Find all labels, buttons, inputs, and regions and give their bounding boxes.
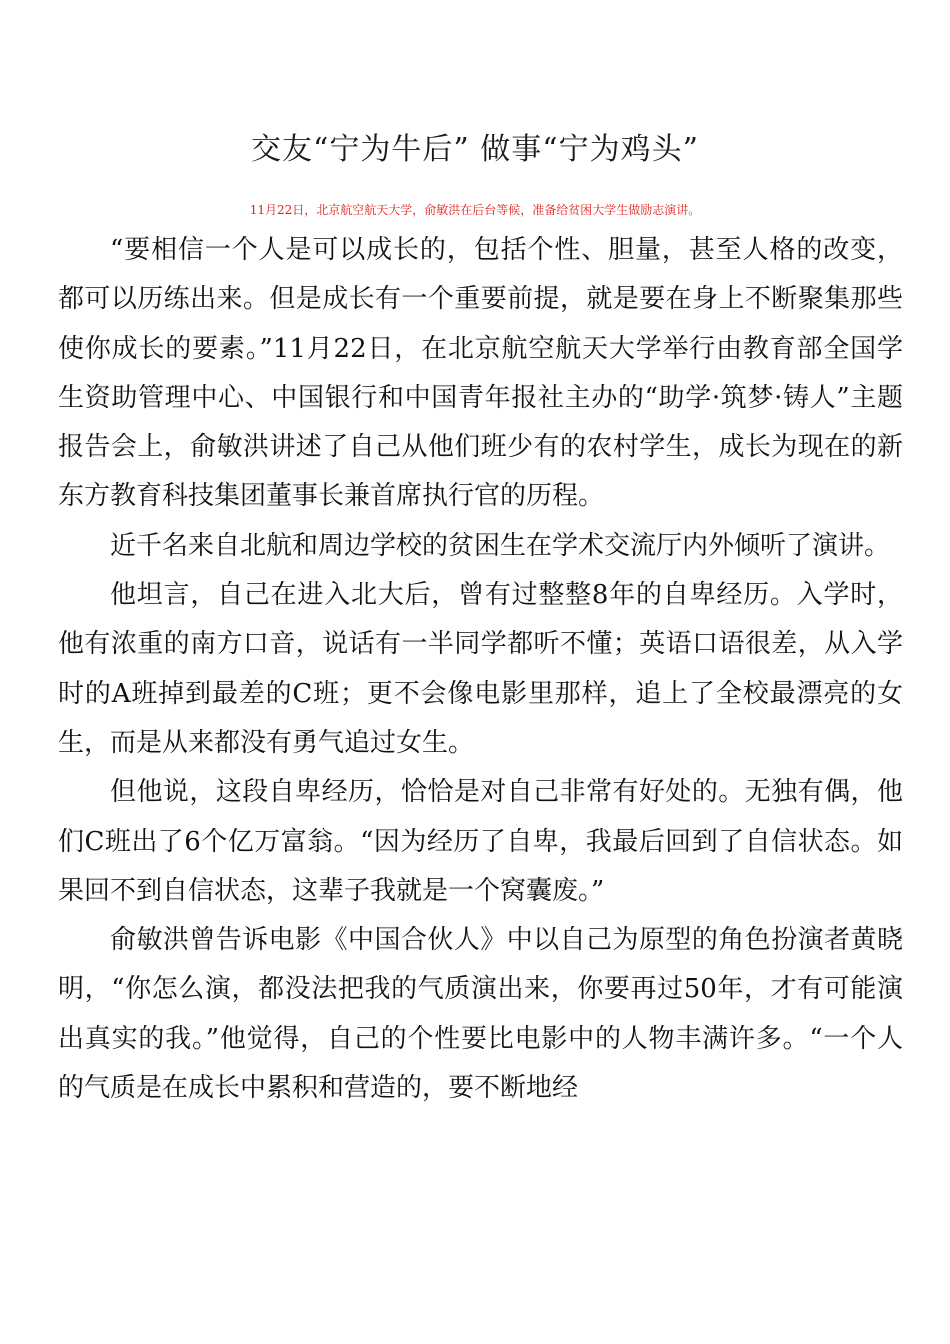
paragraph: 但他说，这段自卑经历，恰恰是对自己非常有好处的。无独有偶，他们C班出了6个亿万富翁。“因为经历了自卑，我最后回到了自信状态。如果回不到自信状态，这辈子我就是一个窝囊废。” <box>58 777 903 906</box>
paragraph: 他坦言，自己在进入北大后，曾有过整整8年的自卑经历。入学时，他有浓重的南方口音，说话有一半同学都听不懂；英语口语很差，从入学时的A班掉到最差的C班；更不会像电影里那样，追上了全校最漂亮的女生，而是从来都没有勇气追过女生。 <box>58 580 903 758</box>
article-body <box>58 226 903 1113</box>
paragraph: 近千名来自北航和周边学校的贫困生在学术交流厅内外倾听了演讲。 <box>110 530 891 561</box>
paragraph: “要相信一个人是可以成长的，包括个性、胆量，甚至人格的改变，都可以历练出来。但是成长有一个重要前提，就是要在身上不断聚集那些使你成长的要素。”11月22日，在北京航空航天大学举行由教育部全国学生资助管理中心、中国银行和中国青年报社主办的“助学·筑梦·铸人”主题报告会上，俞敏洪讲述了自己从他们班少有的农村学生，成长为现在的新东方教育科技集团董事长兼首席执行官的历程。 <box>58 235 903 512</box>
paragraph: 俞敏洪曾告诉电影《中国合伙人》中以自己为原型的角色扮演者黄晓明，“你怎么演，都没法把我的气质演出来，你要再过50年，才有可能演出真实的我。”他觉得，自己的个性要比电影中的人物丰满许多。“一个人的气质是在成长中累积和营造的，要不断地经 <box>58 925 903 1104</box>
article-title: 交友“宁为牛后” 做事“宁为鸡头” <box>251 132 699 167</box>
photo-caption: 11月22日，北京航空航天大学，俞敏洪在后台等候，准备给贫困大学生做励志演讲。 <box>249 203 701 217</box>
